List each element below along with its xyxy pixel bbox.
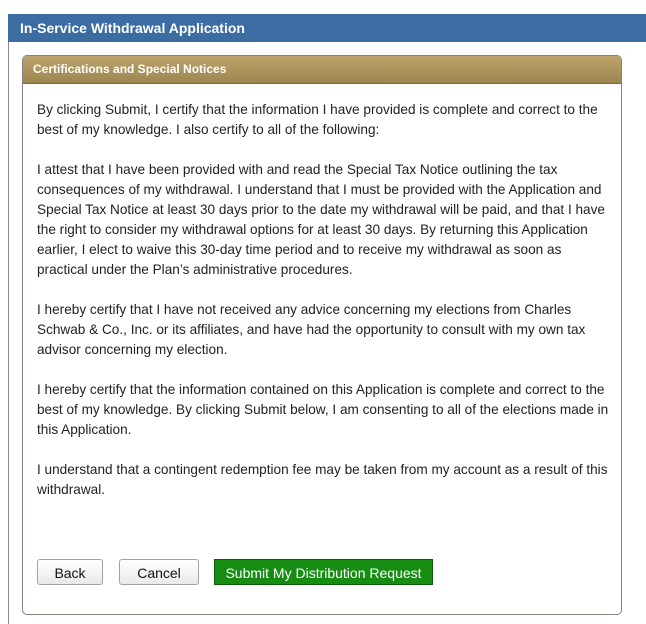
- notice-paragraph: I attest that I have been provided with and read the Special Tax Notice outlining the tax consequences of my withdrawal. I understand that I must be provided with the Application and Special Tax Notice at least 30 days prior to the date my withdrawal will be paid, and that I have the right to consider my withdrawal options for at least 30 days. By returning this Application earlier, I elect to waive this 30-day time period and to receive my withdrawal as soon as practical under the Plan’s administrative procedures.: [37, 162, 605, 277]
- notice-paragraph: I understand that a contingent redemption fee may be taken from my account as a result of this withdrawal.: [37, 462, 608, 497]
- certifications-panel: [22, 55, 622, 615]
- notice-paragraph: I hereby certify that the information contained on this Application is complete and correct to the best of my knowledge. By clicking Submit below, I am consenting to all of the elections made in this Application.: [37, 382, 609, 437]
- panel-title: Certifications and Special Notices: [33, 62, 227, 76]
- cancel-button[interactable]: Cancel: [119, 559, 199, 585]
- panel-header: [23, 56, 621, 84]
- notice-paragraph: I hereby certify that I have not received any advice concerning my elections from Charles Schwab & Co., Inc. or its affiliates, and have had the opportunity to consult with my own tax advisor concerning my election.: [37, 302, 586, 357]
- notices-body: [37, 100, 615, 520]
- page-title: In-Service Withdrawal Application: [20, 20, 245, 36]
- notice-paragraph: By clicking Submit, I certify that the information I have provided is complete and correct to the best of my knowledge. I also certify to all of the following:: [37, 102, 598, 137]
- submit-distribution-request-button[interactable]: Submit My Distribution Request: [214, 559, 433, 585]
- page-title-bar: [8, 14, 646, 42]
- back-button[interactable]: Back: [37, 559, 103, 585]
